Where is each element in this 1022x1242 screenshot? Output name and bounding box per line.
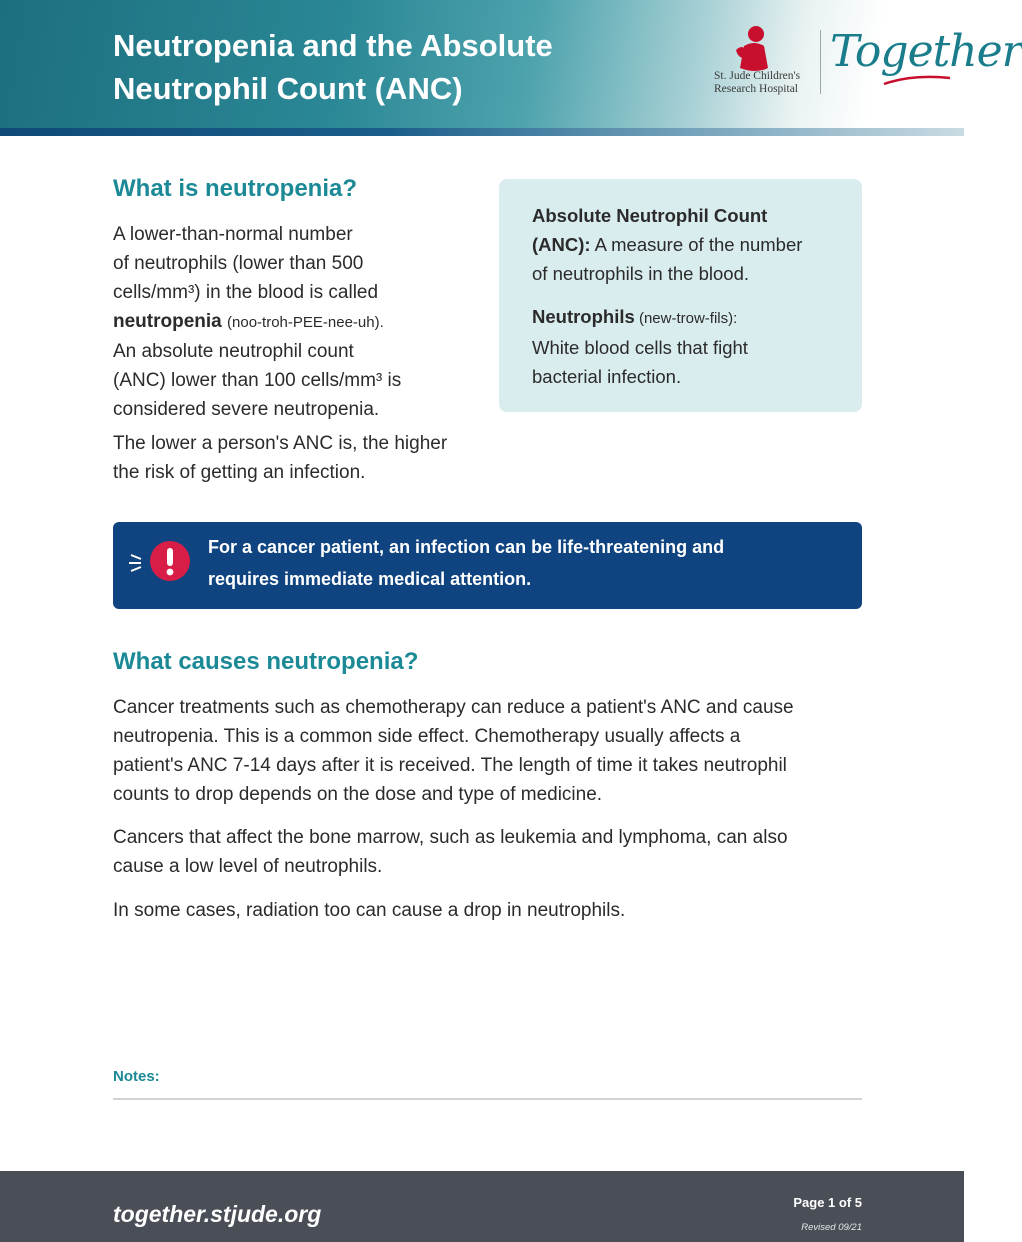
- term-neutropenia: neutropenia: [113, 311, 222, 332]
- together-swoosh-icon: [882, 72, 952, 88]
- section-heading-what-is: What is neutropenia?: [113, 175, 358, 202]
- anc-risk-paragraph: The lower a person's ANC is, the higher the risk of getting an infection.: [113, 433, 448, 483]
- definitions-box: [499, 179, 862, 412]
- neutrophils-definition: Neutrophils (new-trow-fils): White blood cells that fight bacterial infection.: [532, 306, 748, 387]
- together-logo: Together: [830, 26, 1022, 77]
- page-title: Neutropenia and the Absolute Neutrophil Count (ANC): [113, 28, 553, 106]
- exclamation-icon: [127, 539, 193, 585]
- notes-label: Notes:: [113, 1068, 160, 1085]
- logo-block[interactable]: [712, 24, 1022, 104]
- causes-paragraph-1: Cancer treatments such as chemotherapy can reduce a patient's ANC and cause neutropenia. This is a common side effect. Chemotherapy usually affects a patient's ANC 7-14 days after it is received. The length of time it takes neutrophil counts to drop depends on the dose and type of medicine.: [113, 697, 794, 805]
- causes-paragraph-2: Cancers that affect the bone marrow, such as leukemia and lymphoma, can also cause a low level of neutrophils.: [113, 827, 788, 877]
- footer: [0, 1171, 964, 1242]
- notes-line[interactable]: [113, 1098, 862, 1100]
- alert-banner: [113, 522, 862, 609]
- pronunciation: (noo-troh-PEE-nee-uh).: [227, 314, 384, 331]
- neutropenia-definition-paragraph: A lower-than-normal number of neutrophils (lower than 500 cells/mm³) in the blood is called neutropenia (noo-troh-PEE-nee-uh). An absolute neutrophil count (ANC) lower than 100 cells/mm³ is considered severe neutropenia.: [113, 224, 402, 420]
- st-jude-child-icon: [730, 24, 776, 74]
- header-rule: [0, 128, 964, 136]
- alert-text: For a cancer patient, an infection can be life-threatening and requires immediate medical attention.: [208, 537, 725, 589]
- causes-paragraph-3: In some cases, radiation too can cause a drop in neutrophils.: [113, 900, 626, 921]
- header-banner: [0, 0, 1022, 136]
- page-number: Page 1 of 5: [793, 1195, 862, 1210]
- logo-divider: [820, 30, 821, 94]
- footer-url-link[interactable]: together.stjude.org: [113, 1201, 322, 1227]
- section-heading-causes: What causes neutropenia?: [113, 648, 419, 675]
- anc-definition: Absolute Neutrophil Count (ANC): A measure of the number of neutrophils in the blood.: [532, 205, 803, 284]
- revision-date: Revised 09/21: [801, 1222, 862, 1233]
- st-jude-logo-text: St. Jude Children's Research Hospital: [714, 70, 801, 95]
